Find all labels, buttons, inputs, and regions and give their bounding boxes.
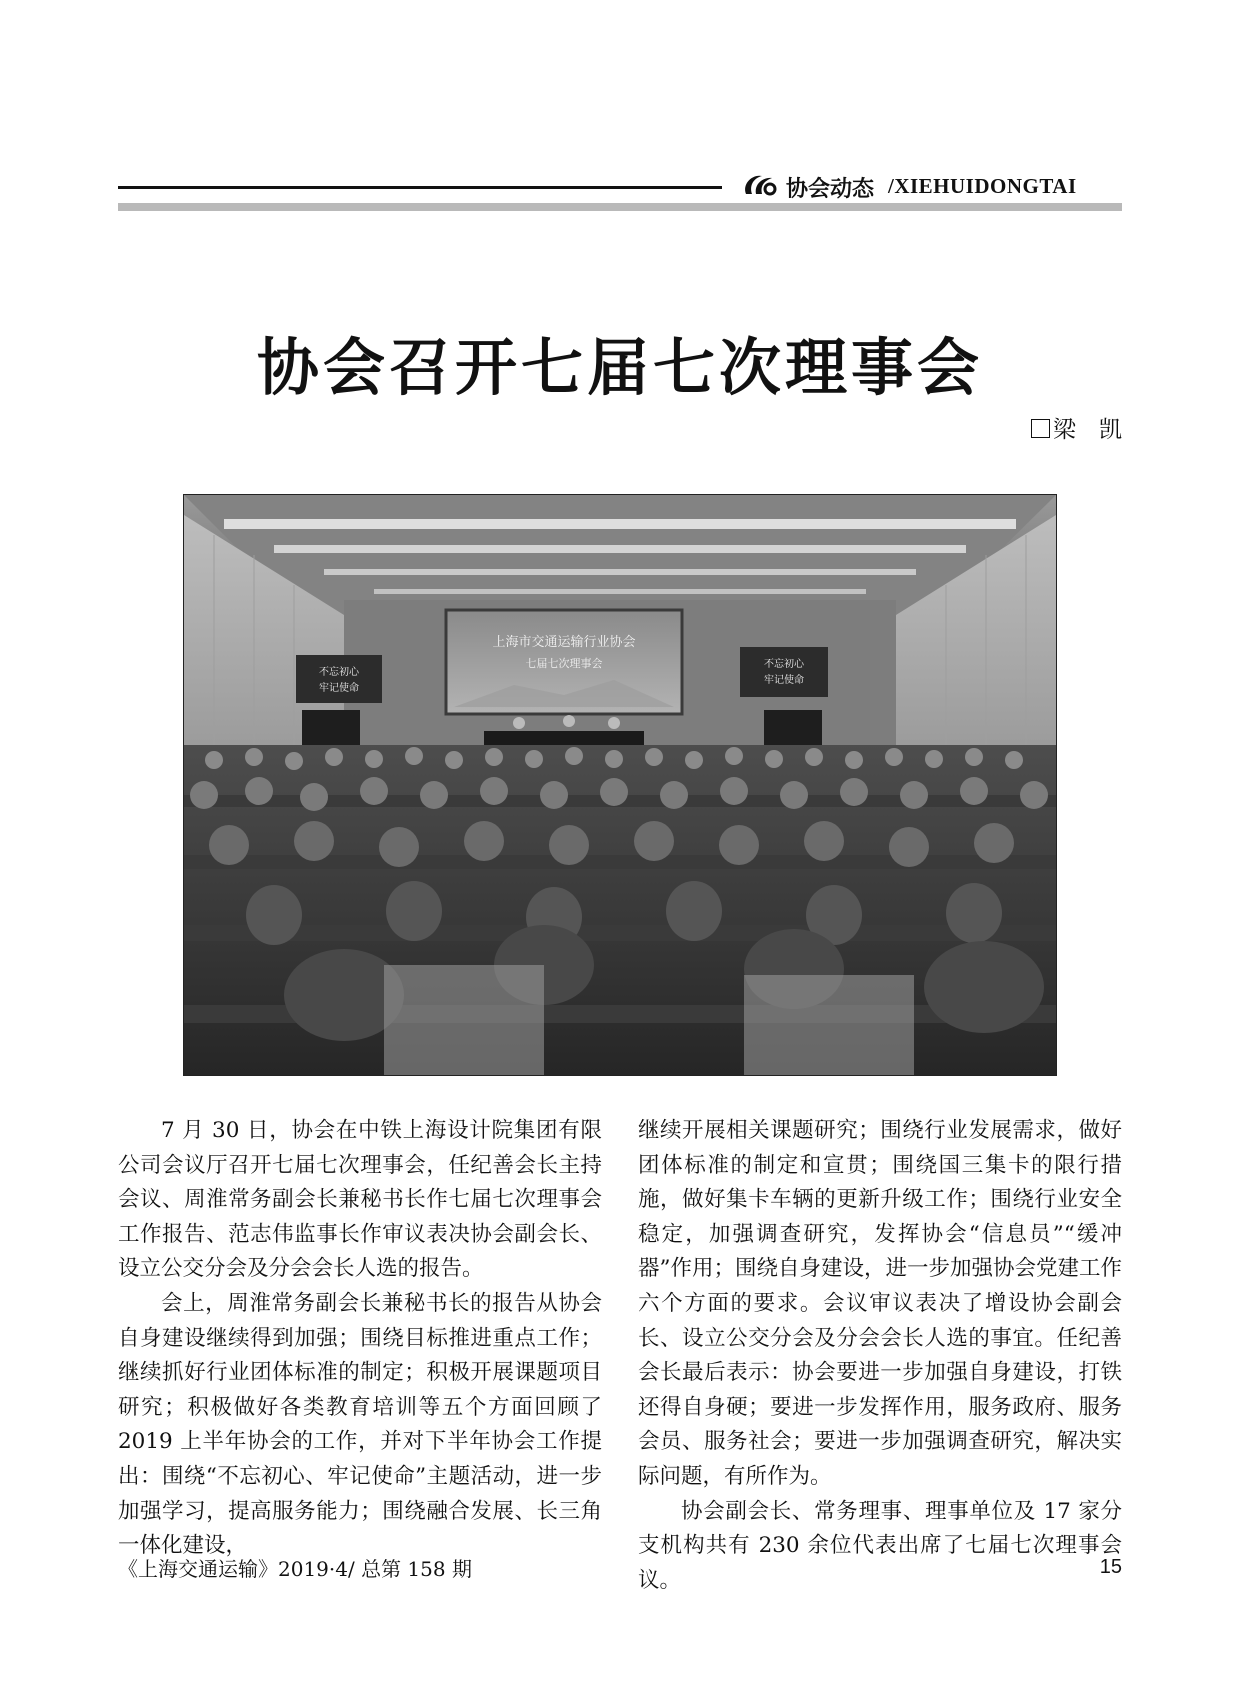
- association-logo-icon: [740, 170, 778, 200]
- section-name: 协会动态: [786, 176, 875, 202]
- article-column-left: [118, 1114, 602, 1564]
- header-band: [118, 203, 1122, 211]
- byline: [1031, 411, 1122, 444]
- meeting-photo: [183, 494, 1057, 1076]
- banner-left-line2: 牢记使命: [319, 683, 359, 694]
- banner-right-line1: 不忘初心: [764, 659, 804, 670]
- paragraph: 7 月 30 日，协会在中铁上海设计院集团有限公司会议厅召开七届七次理事会，任纪善会长主持会议、周淮常务副会长兼秘书长作七届七次理事会工作报告、范志伟监事长作审议表决协会副会长、设立公交分会及分会会长人选的报告。: [118, 1118, 602, 1282]
- header-rule: [118, 186, 722, 189]
- banner-right-line2: 牢记使命: [764, 675, 804, 686]
- article-title: 协会召开七届七次理事会: [256, 331, 983, 404]
- journal-issue: 《上海交通运输》2019·4/ 总第 158 期: [118, 1557, 472, 1581]
- page-number: 15: [1099, 1556, 1122, 1578]
- section-name-roman: /XIEHUIDONGTAI: [888, 174, 1077, 198]
- paragraph: 协会副会长、常务理事、理事单位及 17 家分支机构共有 230 余位代表出席了七届七次理事会议。: [638, 1498, 1122, 1593]
- screen-title-line2: 七届七次理事会: [525, 657, 603, 670]
- screen-title-line1: 上海市交通运输行业协会: [492, 635, 636, 650]
- author-name: 梁 凯: [1053, 417, 1122, 443]
- banner-left-line1: 不忘初心: [319, 667, 359, 678]
- paragraph: 会上，周淮常务副会长兼秘书长的报告从协会自身建设继续得到加强；围绕目标推进重点工作；继续抓好行业团体标准的制定；积极开展课题项目研究；积极做好各类教育培训等五个方面回顾了 2019 上半年协会的工作，并对下半年协会工作提出：围绕“不忘初心、牢记使命”主题活动，进一步加强学习，提高服务能力；围绕融合发展、长三角一体化建设，: [118, 1290, 602, 1559]
- article-column-right: [638, 1114, 1122, 1598]
- paragraph: 继续开展相关课题研究；围绕行业发展需求，做好团体标准的制定和宣贯；围绕国三集卡的限行措施，做好集卡车辆的更新升级工作；围绕行业安全稳定，加强调查研究，发挥协会“信息员”“缓冲器”作用；围绕自身建设，进一步加强协会党建工作六个方面的要求。会议审议表决了增设协会副会长、设立公交分会及分会会长人选的事宜。任纪善会长最后表示：协会要进一步加强自身建设，打铁还得自身硬；要进一步发挥作用，服务政府、服务会员、服务社会；要进一步加强调查研究，解决实际问题，有所作为。: [638, 1118, 1122, 1489]
- byline-box-icon: [1031, 419, 1050, 438]
